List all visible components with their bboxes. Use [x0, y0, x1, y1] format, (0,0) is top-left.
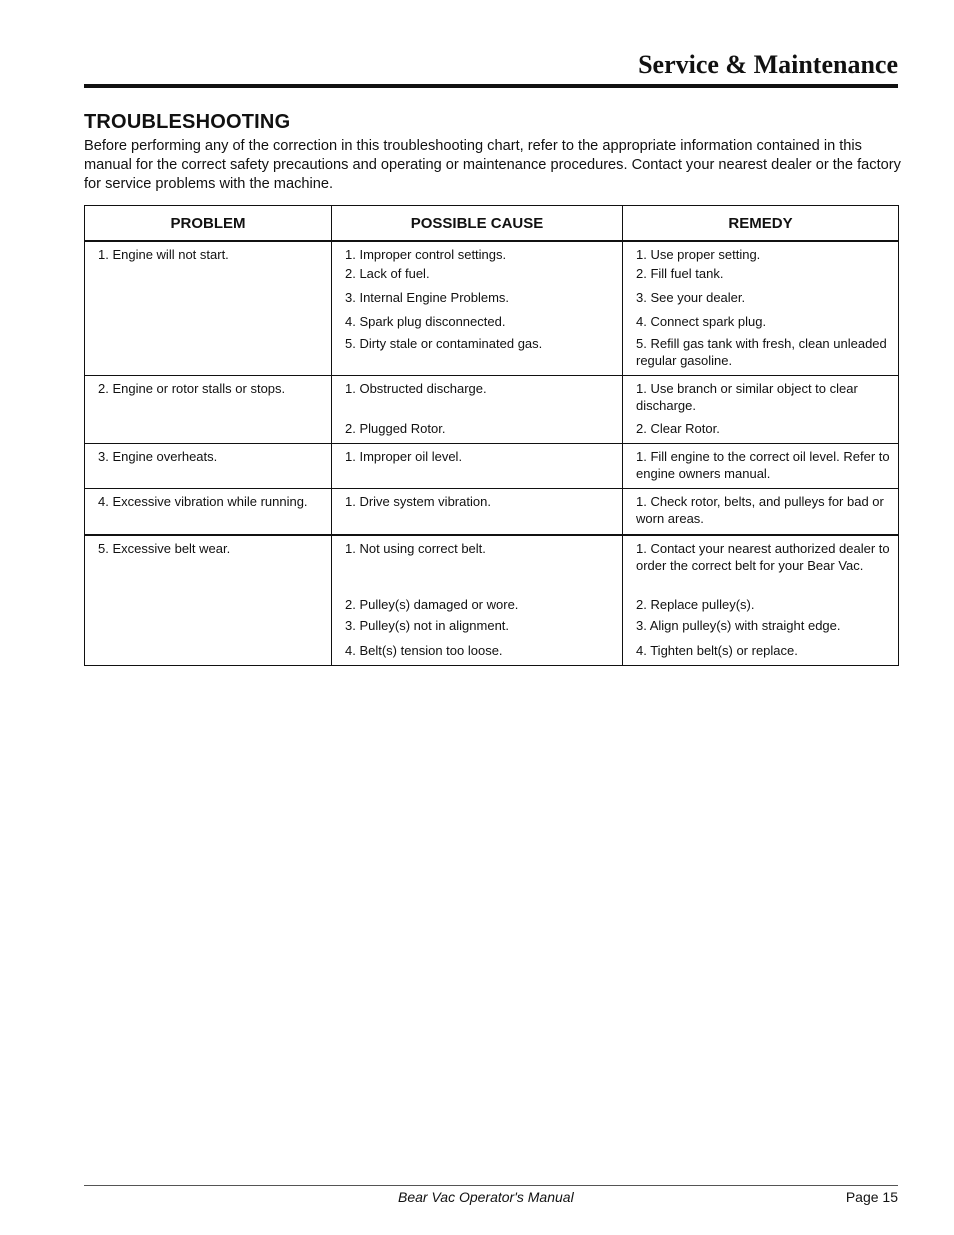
- cause-item: 1. Obstructed discharge.: [345, 381, 487, 396]
- cause-item: 2. Plugged Rotor.: [345, 421, 446, 436]
- remedy-item: 1. Use branch or similar object to clear discharge.: [636, 381, 858, 413]
- remedy-item: 4. Connect spark plug.: [636, 314, 767, 329]
- header-rule: [84, 84, 898, 88]
- remedy-cell: [623, 444, 899, 489]
- header-problem: PROBLEM: [85, 206, 332, 242]
- header-possible-cause: POSSIBLE CAUSE: [332, 206, 623, 242]
- cause-item: 3. Pulley(s) not in alignment.: [345, 617, 510, 633]
- page-header-title: Service & Maintenance: [638, 50, 898, 79]
- troubleshooting-table: [84, 205, 899, 666]
- cause-item: 1. Drive system vibration.: [345, 494, 491, 509]
- footer-manual-title: Bear Vac Operator's Manual: [398, 1189, 574, 1205]
- cause-item: 1. Not using correct belt.: [345, 540, 486, 556]
- table-body: [85, 241, 899, 665]
- table-row: [85, 535, 899, 666]
- cause-item: 2. Lack of fuel.: [345, 266, 430, 281]
- footer-page-number: Page 15: [845, 1189, 898, 1205]
- table-row: [85, 241, 899, 376]
- problem-cell: [85, 241, 332, 376]
- cause-cell: [332, 489, 623, 535]
- table-row: [85, 444, 899, 489]
- remedy-item: 4. Tighten belt(s) or replace.: [636, 642, 798, 658]
- problem-cell: [85, 535, 332, 666]
- section-title: TROUBLESHOOTING: [84, 111, 291, 133]
- remedy-item: 1. Use proper setting.: [636, 247, 761, 262]
- footer-rule: [84, 1185, 898, 1186]
- problem-text: 4. Excessive vibration while running.: [98, 494, 308, 509]
- remedy-cell: [623, 489, 899, 535]
- cause-item: 3. Internal Engine Problems.: [345, 290, 510, 305]
- cause-cell: [332, 535, 623, 666]
- problem-cell: [85, 444, 332, 489]
- remedy-item: 2. Replace pulley(s).: [636, 596, 755, 612]
- remedy-item: 2. Clear Rotor.: [636, 421, 720, 436]
- cause-cell: [332, 376, 623, 444]
- remedy-item: 3. See your dealer.: [636, 290, 746, 305]
- table-row: [85, 376, 899, 444]
- remedy-cell: [623, 376, 899, 444]
- problem-text: 3. Engine overheats.: [98, 449, 218, 464]
- problem-cell: [85, 376, 332, 444]
- cause-item: 1. Improper oil level.: [345, 449, 463, 464]
- problem-text: 5. Excessive belt wear.: [98, 540, 231, 556]
- header-remedy: REMEDY: [623, 206, 899, 242]
- remedy-item: 3. Align pulley(s) with straight edge.: [636, 617, 841, 633]
- remedy-item: 5. Refill gas tank with fresh, clean unleaded regular gasoline.: [636, 336, 887, 368]
- cause-item: 1. Improper control settings.: [345, 247, 507, 262]
- remedy-cell: [623, 535, 899, 666]
- problem-text: 2. Engine or rotor stalls or stops.: [98, 381, 286, 396]
- cause-item: 4. Belt(s) tension too loose.: [345, 642, 503, 658]
- intro-paragraph: Before performing any of the correction in this troubleshooting chart, refer to the appropriate information contained in this manual for the correct safety precautions and operating or maintenance procedures. Contact your nearest dealer or the factory for service problems with the machine.: [84, 138, 901, 192]
- cause-cell: [332, 444, 623, 489]
- table-row: [85, 489, 899, 535]
- remedy-item: 1. Check rotor, belts, and pulleys for bad or worn areas.: [636, 494, 884, 526]
- remedy-item: 1. Fill engine to the correct oil level. Refer to engine owners manual.: [636, 449, 890, 481]
- table-header-row: [85, 206, 899, 242]
- remedy-cell: [623, 241, 899, 376]
- cause-item: 4. Spark plug disconnected.: [345, 314, 506, 329]
- remedy-item: 2. Fill fuel tank.: [636, 266, 724, 281]
- cause-item: 2. Pulley(s) damaged or wore.: [345, 596, 519, 612]
- cause-cell: [332, 241, 623, 376]
- remedy-item: 1. Contact your nearest authorized dealer to order the correct belt for your Bear Vac.: [636, 540, 890, 573]
- cause-item: 5. Dirty stale or contaminated gas.: [345, 336, 543, 351]
- problem-text: 1. Engine will not start.: [98, 247, 229, 262]
- problem-cell: [85, 489, 332, 535]
